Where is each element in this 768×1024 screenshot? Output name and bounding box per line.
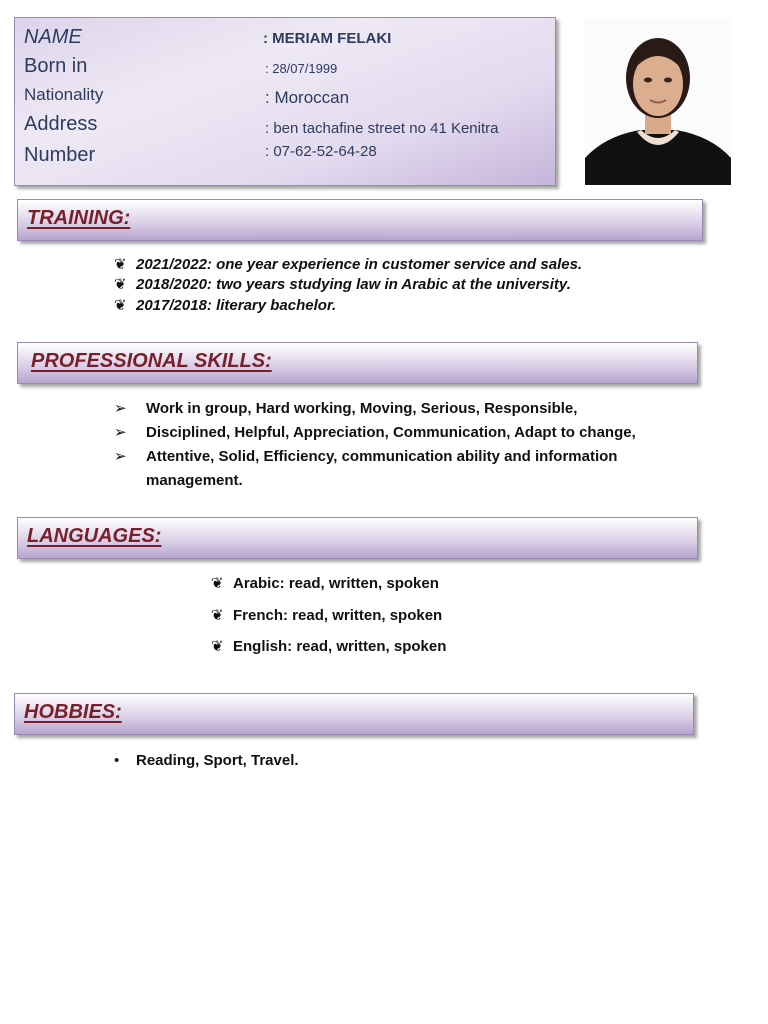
- number-value: : 07-62-52-64-28: [265, 143, 377, 160]
- language-item: ❦ Arabic: read, written, spoken: [211, 575, 439, 592]
- name-label: NAME: [24, 26, 82, 48]
- training-item: ❦ 2017/2018: literary bachelor.: [114, 297, 337, 314]
- address-value: : ben tachafine street no 41 Kenitra: [265, 120, 499, 137]
- profile-photo: [585, 18, 731, 185]
- training-item: ❦ 2018/2020: two years studying law in Arabic at the university.: [114, 276, 571, 293]
- hobby-item: • Reading, Sport, Travel.: [114, 752, 299, 769]
- languages-header-bar: [17, 517, 698, 559]
- training-header-bar: [17, 199, 703, 241]
- hobbies-title: HOBBIES:: [24, 701, 122, 723]
- skills-item: ➢ Work in group, Hard working, Moving, Serious, Responsible,: [114, 400, 578, 417]
- training-item: ❦ 2021/2022: one year experience in customer service and sales.: [114, 256, 583, 273]
- language-item: ❦ French: read, written, spoken: [211, 607, 443, 624]
- ornament-bullet-icon: ❦: [114, 276, 127, 293]
- arrowhead-bullet-icon: ➢: [114, 424, 127, 441]
- nationality-value: : Moroccan: [265, 88, 350, 107]
- portrait-image: [585, 18, 731, 185]
- skills-title: PROFESSIONAL SKILLS:: [31, 350, 272, 372]
- name-value: : MERIAM FELAKI: [263, 30, 392, 47]
- ornament-bullet-icon: ❦: [211, 638, 224, 655]
- skills-item: ➢ Disciplined, Helpful, Appreciation, Communication, Adapt to change,: [114, 424, 636, 441]
- address-label: Address: [24, 113, 98, 135]
- ornament-bullet-icon: ❦: [211, 607, 224, 624]
- training-title: TRAINING:: [27, 207, 131, 229]
- dot-bullet-icon: •: [114, 752, 120, 769]
- born-value: : 28/07/1999: [265, 61, 338, 76]
- born-label: Born in: [24, 55, 88, 77]
- ornament-bullet-icon: ❦: [114, 256, 127, 273]
- skills-item-continuation: management.: [146, 472, 243, 489]
- hobbies-header-bar: [14, 693, 694, 735]
- personal-info-box: [14, 17, 556, 186]
- skills-header-bar: [17, 342, 698, 384]
- ornament-bullet-icon: ❦: [211, 575, 224, 592]
- number-label: Number: [24, 144, 96, 166]
- language-item: ❦ English: read, written, spoken: [211, 638, 447, 655]
- arrowhead-bullet-icon: ➢: [114, 400, 127, 417]
- nationality-label: Nationality: [24, 85, 104, 104]
- ornament-bullet-icon: ❦: [114, 297, 127, 314]
- skills-item: ➢ Attentive, Solid, Efficiency, communication ability and information: [114, 448, 618, 465]
- languages-title: LANGUAGES:: [27, 525, 162, 547]
- arrowhead-bullet-icon: ➢: [114, 448, 127, 465]
